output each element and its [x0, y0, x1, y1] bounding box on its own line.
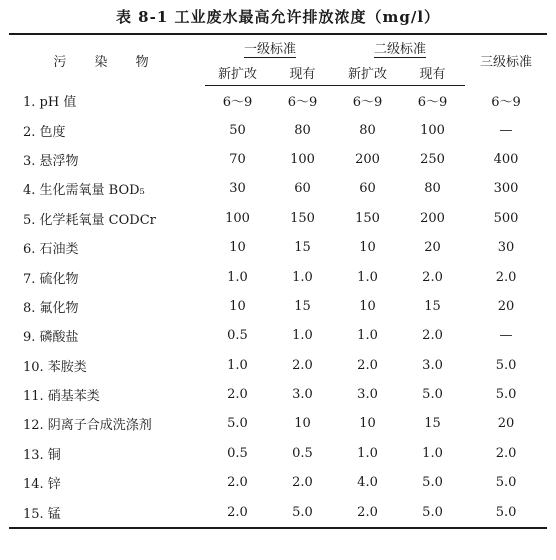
table-row	[9, 292, 547, 321]
value-cell-g2-exist: 200	[420, 210, 445, 226]
value-cell-g3: 2.0	[495, 269, 517, 285]
value-cell-g2-new: 2.0	[335, 497, 400, 527]
value-cell-g3: —	[499, 122, 513, 138]
value-cell-g1-new: 6～9	[222, 95, 253, 111]
table-row	[9, 439, 547, 468]
pollutant-header: 污 染 物	[9, 34, 205, 86]
pollutant-name-cell: 11. 硝基苯类	[23, 389, 100, 405]
grade1-new-header: 新扩改	[205, 60, 270, 86]
value-cell-g2-new: 80	[359, 122, 376, 138]
pollutant-name-cell: 13. 铜	[23, 447, 61, 463]
value-cell-g2-exist: 5.0	[400, 497, 465, 527]
pollutant-name-cell: 7. 硫化物	[23, 271, 79, 287]
value-cell-g1-exist: 5.0	[270, 497, 335, 527]
value-cell-g3: 6～9	[491, 94, 521, 110]
value-cell-g2-new: 2.0	[357, 357, 378, 373]
value-cell-g3: 5.0	[465, 497, 547, 527]
discharge-standards-table	[9, 33, 547, 529]
value-cell-g3: 2.0	[495, 445, 517, 461]
value-cell-g1-new: 1.0	[227, 357, 248, 373]
value-cell-g1-exist: 1.0	[292, 269, 313, 285]
table-row	[9, 262, 547, 291]
value-cell-g1-exist: 150	[290, 210, 315, 226]
value-cell-g2-exist: 80	[424, 181, 441, 197]
table-row	[9, 115, 547, 144]
value-cell-g1-new: 70	[229, 151, 246, 167]
value-cell-g2-new: 150	[355, 210, 380, 226]
pollutant-name-cell: 8. 氟化物	[23, 300, 79, 316]
value-cell-g2-exist: 250	[420, 151, 445, 167]
grade2-header	[335, 34, 465, 60]
table-row	[9, 233, 547, 262]
grade1-header-label: 一级标准	[244, 42, 297, 57]
value-cell-g2-new: 4.0	[357, 475, 378, 491]
grade1-existing-header: 现有	[270, 60, 335, 86]
value-cell-g2-exist: 1.0	[422, 445, 443, 461]
pollutant-name-cell: 1. pH 值	[23, 94, 77, 110]
pollutant-name-cell: 4. 生化需氧量 BOD₅	[23, 183, 145, 199]
value-cell-g1-new: 10	[229, 240, 246, 256]
pollutant-name-cell: 5. 化学耗氧量 CODCr	[23, 212, 156, 228]
value-cell-g1-new: 2.0	[227, 475, 248, 491]
value-cell-g1-new: 100	[225, 210, 250, 226]
value-cell-g2-exist: 15	[424, 298, 441, 314]
value-cell-g1-exist: 80	[294, 122, 311, 138]
grade3-header: 三级标准	[465, 34, 547, 86]
table-row	[9, 321, 547, 350]
table-row	[9, 86, 547, 116]
value-cell-g2-exist: 5.0	[422, 475, 443, 491]
value-cell-g2-new: 1.0	[357, 269, 378, 285]
value-cell-g3: 20	[497, 298, 515, 314]
table-row	[9, 468, 547, 497]
value-cell-g2-new: 10	[359, 240, 376, 256]
table-title: 表 8-1 工业废水最高允许排放浓度（mg/l）	[115, 8, 441, 26]
pollutant-name-cell: 2. 色度	[23, 124, 66, 140]
value-cell-g3: 20	[497, 416, 515, 432]
table-row	[9, 351, 547, 380]
value-cell-g1-exist: 0.5	[292, 445, 313, 461]
value-cell-g1-exist: 100	[290, 151, 315, 167]
value-cell-g1-new: 2.0	[205, 497, 270, 527]
value-cell-g1-exist: 1.0	[292, 328, 313, 344]
value-cell-g1-new: 0.5	[227, 445, 248, 461]
value-cell-g2-exist: 20	[424, 240, 441, 256]
pollutant-name-cell: 15. 锰	[9, 497, 205, 527]
value-cell-g2-new: 1.0	[357, 445, 378, 461]
value-cell-g1-new: 1.0	[227, 269, 248, 285]
value-cell-g1-new: 5.0	[227, 416, 248, 432]
value-cell-g3: 5.0	[495, 475, 517, 491]
value-cell-g2-new: 10	[359, 298, 376, 314]
value-cell-g1-new: 50	[229, 122, 246, 138]
header-row-1	[9, 34, 547, 60]
value-cell-g2-new: 200	[355, 151, 380, 167]
value-cell-g2-new: 1.0	[357, 328, 378, 344]
value-cell-g1-new: 2.0	[227, 387, 248, 403]
table-row	[9, 145, 547, 174]
value-cell-g1-exist: 2.0	[292, 475, 313, 491]
value-cell-g3: 400	[493, 151, 519, 167]
value-cell-g2-exist: 5.0	[422, 387, 443, 403]
value-cell-g1-exist: 15	[294, 298, 311, 314]
value-cell-g2-new: 3.0	[357, 387, 378, 403]
table-row	[9, 174, 547, 203]
value-cell-g1-new: 0.5	[227, 328, 248, 344]
grade1-header	[205, 34, 335, 60]
value-cell-g3: 30	[497, 240, 515, 256]
value-cell-g3: —	[499, 328, 513, 344]
value-cell-g1-exist: 6～9	[287, 95, 318, 111]
value-cell-g1-exist: 3.0	[292, 387, 313, 403]
pollutant-name-cell: 10. 苯胺类	[23, 359, 87, 375]
value-cell-g3: 300	[493, 181, 519, 197]
value-cell-g2-new: 60	[359, 181, 376, 197]
table-row	[9, 497, 547, 527]
value-cell-g1-exist: 10	[294, 416, 311, 432]
pollutant-name-cell: 6. 石油类	[23, 242, 79, 258]
pollutant-name-cell: 14. 锌	[23, 477, 61, 493]
grade2-header-label: 二级标准	[374, 42, 427, 57]
value-cell-g3: 5.0	[495, 387, 517, 403]
value-cell-g2-exist: 3.0	[422, 357, 443, 373]
pollutant-name-cell: 9. 磷酸盐	[23, 330, 79, 346]
value-cell-g2-exist: 6～9	[417, 95, 448, 111]
value-cell-g1-exist: 60	[294, 181, 311, 197]
value-cell-g3: 5.0	[495, 357, 517, 373]
pollutant-name-cell: 12. 阴离子合成洗涤剂	[23, 418, 152, 434]
table-row	[9, 204, 547, 233]
value-cell-g2-new: 10	[359, 416, 376, 432]
grade2-existing-header: 现有	[400, 60, 465, 86]
value-cell-g1-new: 10	[229, 298, 246, 314]
table-row	[9, 409, 547, 438]
value-cell-g1-exist: 15	[294, 240, 311, 256]
value-cell-g1-exist: 2.0	[292, 357, 313, 373]
table-row	[9, 380, 547, 409]
value-cell-g2-new: 6～9	[352, 95, 383, 111]
value-cell-g3: 500	[493, 210, 519, 226]
value-cell-g2-exist: 2.0	[422, 269, 443, 285]
value-cell-g2-exist: 2.0	[422, 328, 443, 344]
pollutant-name-cell: 3. 悬浮物	[23, 153, 79, 169]
value-cell-g1-new: 30	[229, 181, 246, 197]
value-cell-g2-exist: 100	[420, 122, 445, 138]
value-cell-g2-exist: 15	[424, 416, 441, 432]
grade2-new-header: 新扩改	[335, 60, 400, 86]
